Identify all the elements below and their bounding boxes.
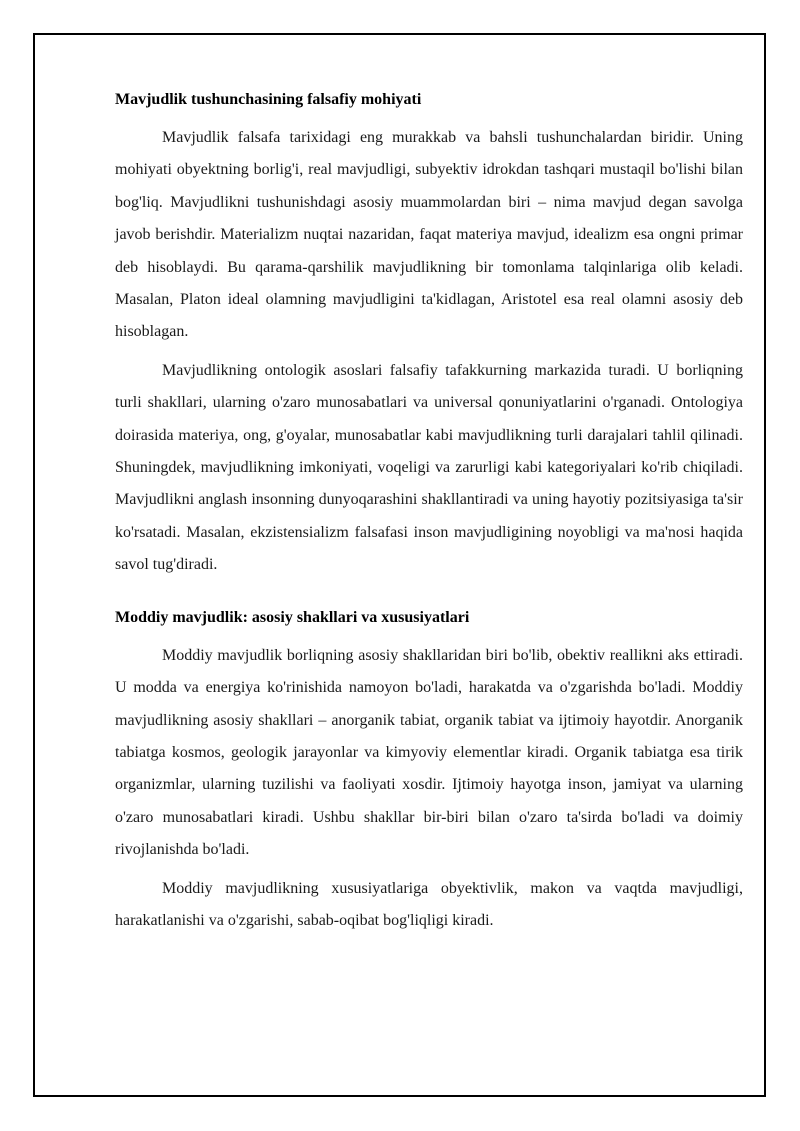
paragraph: Moddiy mavjudlik borliqning asosiy shakllaridan biri bo'lib, obektiv reallikni aks ettiradi. U modda va energiya ko'rinishida namoyon bo'ladi, harakatda va o'zgarishda bo'ladi. Moddiy mavjudlikning asosiy shakllari – anorganik tabiat, organik tabiat va ijtimoiy hayotdir. Anorganik tabiatga kosmos, geologik jarayonlar va kimyoviy elementlar kiradi. Organik tabiatga esa tirik organizmlar, ularning tuzilishi va faoliyati xosdir. Ijtimoiy hayotga inson, jamiyat va ularning o'zaro munosabatlari kiradi. Ushbu shakllar bir-biri bilan o'zaro ta'sirda bo'ladi va doimiy rivojlanishda bo'ladi. xyxy=(115,646,743,859)
paragraph: Moddiy mavjudlikning xususiyatlariga obyektivlik, makon va vaqtda mavjudligi, harakatlanishi va o'zgarishi, sabab-oqibat bog'liqligi kiradi. xyxy=(115,879,743,929)
document-body xyxy=(115,84,743,937)
section-heading: Mavjudlik tushunchasining falsafiy mohiyati xyxy=(115,91,422,108)
paragraph: Mavjudlikning ontologik asoslari falsafiy tafakkurning markazida turadi. U borliqning turli shakllari, ularning o'zaro munosabatlari va universal qonuniyatlarini o'rganadi. Ontologiya doirasida materiya, ong, g'oyalar, munosabatlar kabi mavjudlikning turli darajalari tahlil qilinadi. Shuningdek, mavjudlikning imkoniyati, voqeligi va zarurligi kabi kategoriyalari ko'rib chiqiladi. Mavjudlikni anglash insonning dunyoqarashini shakllantiradi va uning hayotiy pozitsiyasiga ta'sir ko'rsatadi. Masalan, ekzistensializm falsafasi inson mavjudligining noyobligi va ma'nosi haqida savol tug'diradi. xyxy=(115,361,743,574)
paragraph: Mavjudlik falsafa tarixidagi eng murakkab va bahsli tushunchalardan biridir. Uning mohiyati obyektning borlig'i, real mavjudligi, subyektiv idrokdan tashqari mustaqil bo'lishi bilan bog'liq. Mavjudlikni tushunishdagi asosiy muammolardan biri – nima mavjud degan savolga javob berishdir. Materializm nuqtai nazaridan, faqat materiya mavjud, idealizm esa ongni primar deb hisoblaydi. Bu qarama-qarshilik mavjudlikning bir tomonlama talqinlariga olib keladi. Masalan, Platon ideal olamning mavjudligini ta'kidlagan, Aristotel esa real olamni asosiy deb hisoblagan. xyxy=(115,129,743,341)
section-heading: Moddiy mavjudlik: asosiy shakllari va xususiyatlari xyxy=(115,608,470,626)
